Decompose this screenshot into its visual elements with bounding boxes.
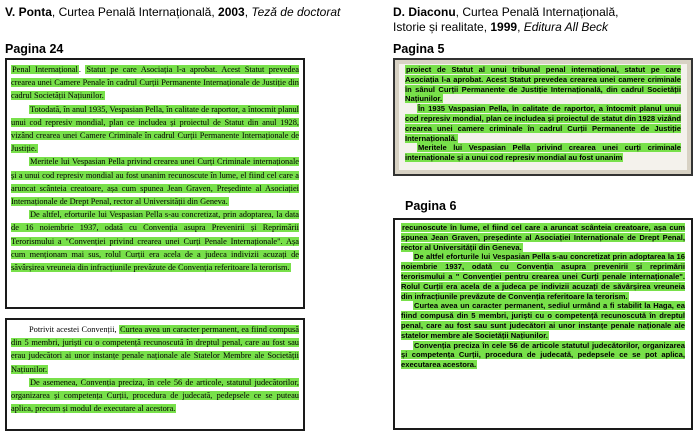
diaconu-paragraph [401, 223, 685, 252]
plain-text: . [78, 65, 86, 74]
ponta-paragraph [11, 63, 299, 103]
highlight: proiect de Statut al unui tribunal penal internațional, statut pe care Asociația l-a aprobat. Acest Statut prevedea crearea unei camere criminale în sânul Curții Permanente de Justiție Internațională, din cadrul Societății Națiunilor. [405, 65, 681, 104]
right-sep: , [517, 20, 524, 34]
ponta-paragraph [11, 208, 299, 274]
ponta-page-label: Pagina 24 [5, 42, 64, 56]
highlight: Meritele lui Vespasian Pella privind crearea unei Curți Criminale internaționale și a unui cod represiv mondial au fost unanim recunoscute în lume, el fiind cel care a aruncat scânteia creatoare, așa cum spunea Jean Graven, Președinte al Asociației Internaționale de Drept Penal, rector al Universității din Geneva. [11, 157, 299, 207]
highlight: În 1935 Vaspasian Pella, în calitate de raportor, a întocmit planul unui cod represiv mondial, plan ce includea și proiectul de statut din 1928 vizând crearea unei camere criminale în cadrul Curții Permanente de Justiție Internațională. [405, 104, 681, 143]
ponta-page24-excerpt-2 [5, 318, 305, 431]
highlight: De altfel, eforturile lui Vespasian Pella s-au concretizat, prin adoptarea, la data de 16 noiembrie 1937, odată cu Convenția asupra Prevenirii și Reprimării Terorismului a "Convenției privind crearea unei Curți Penale Internaționale". Așa cum menționam mai sus, rolul Curții era acela de a judeca indivizii acuzați de săvârșirea vreuneia din infracțiunile prevăzute de Convenția referitoare la terorism. [11, 210, 299, 273]
ponta-paragraph [11, 155, 299, 208]
diaconu-paragraph [405, 104, 681, 143]
left-year: 2003 [218, 5, 245, 19]
diaconu-page5-scan [393, 58, 693, 176]
ponta-paragraph [11, 376, 299, 416]
diaconu-paragraph [405, 65, 681, 104]
highlight: Meritele lui Vespasian Pella privind crearea unei curți criminale internaționale și a unui cod represiv mondial au fost unanim [405, 143, 681, 163]
highlight: Totodată, în anul 1935, Vespasian Pella, în calitate de raportor, a întocmit planul unui cod represiv mondial, plan ce includea și proiectul de Statut din anul 1928, vizând crearea unei Camere Criminale în cadrul Curții Permanente Internaționale de Justiție. [11, 104, 299, 154]
ponta-page24-excerpt [5, 58, 305, 309]
highlight: Convenția preciza în cele 56 de articole statutul judecătorilor, organizarea și competența Curții, procedura de judecată, pedepsele ce se pot aplica, executarea acestora. [401, 340, 685, 370]
left-title: , Curtea Penală Internațională, [51, 5, 219, 19]
right-title: , Curtea Penală Internațională, [455, 5, 619, 19]
highlight: Penal Internațional [12, 65, 78, 74]
scan-text-area [399, 64, 687, 170]
diaconu-paragraph [405, 143, 681, 163]
left-sep: , [244, 5, 252, 19]
left-author: V. Ponta [5, 5, 52, 19]
highlight: Curtea avea un caracter permanent, sediul urmând a fi stabilit la Haga, ea fiind compusă din 5 membri, juriști cu o competență recunoscută în dreptul penal, care au fost sau sunt judecători ai unor instanțe penale naționale ale statelor membre ale Societății Națiunilor. [401, 301, 685, 340]
diaconu-paragraph [401, 252, 685, 301]
highlight: De altfel eforturile lui Vespasian Pella s-au concretizat prin adoptarea la 16 noiembrie 1937, odată cu Convenția asupra prevenirii și reprimării terorismului a " Convenției pentru crearea unei Curți penale internaționale". Rolul Curții era acela de a judeca pe indivizii acuzați de săvârșirea vreuneia din infracțiunile prevăzute de Convenția referitoare la terorism. [401, 252, 685, 301]
right-publisher: Editura All Beck [523, 20, 609, 34]
diaconu-page6-excerpt [393, 218, 693, 430]
left-type: Teză de doctorat [251, 5, 341, 19]
highlight: recunoscute în lume, el fiind cel care a aruncat scânteia creatoare, așa cum spunea Jean Graven, președinte al Asociației Internaționale de Drept Penal, rector al Universității din Geneva. [401, 223, 685, 252]
diaconu-page6-label: Pagina 6 [405, 199, 457, 213]
highlight: Statut pe care Asociația l-a aprobat. Acest Statut prevedea crearea unei Camere Penale în cadrul Curții Permanente Internaționale de Justiție din cadrul Societății Națiunilor. [11, 65, 299, 101]
diaconu-paragraph [401, 341, 685, 370]
right-subtitle: Istorie și realitate, [393, 20, 491, 34]
left-header [5, 5, 375, 20]
ponta-paragraph [11, 323, 299, 376]
highlight: De asemenea, Convenția preciza, în cele 56 de articole, statutul judecătorilor, organizarea și competența Curții, procedura de judecată, pedepsele ce se puteau aplica, precum și modul de executare al acestora. [11, 377, 299, 414]
highlight: Curtea avea un caracter permanent, ea fiind compusă din 5 membri, juriști cu o competență recunoscută în dreptul penal, care au fost sau erau judecători ai unor instanțe penale naționale ale Statelor Membre ale Societății Națiunilor. [11, 325, 299, 374]
right-header [393, 5, 693, 35]
diaconu-paragraph [401, 301, 685, 340]
plain-text: Potrivit acestei Convenții, [29, 325, 119, 334]
right-year: 1999 [490, 20, 518, 34]
diaconu-page5-label: Pagina 5 [393, 42, 445, 56]
ponta-paragraph [11, 103, 299, 156]
right-author: D. Diaconu [393, 5, 456, 19]
